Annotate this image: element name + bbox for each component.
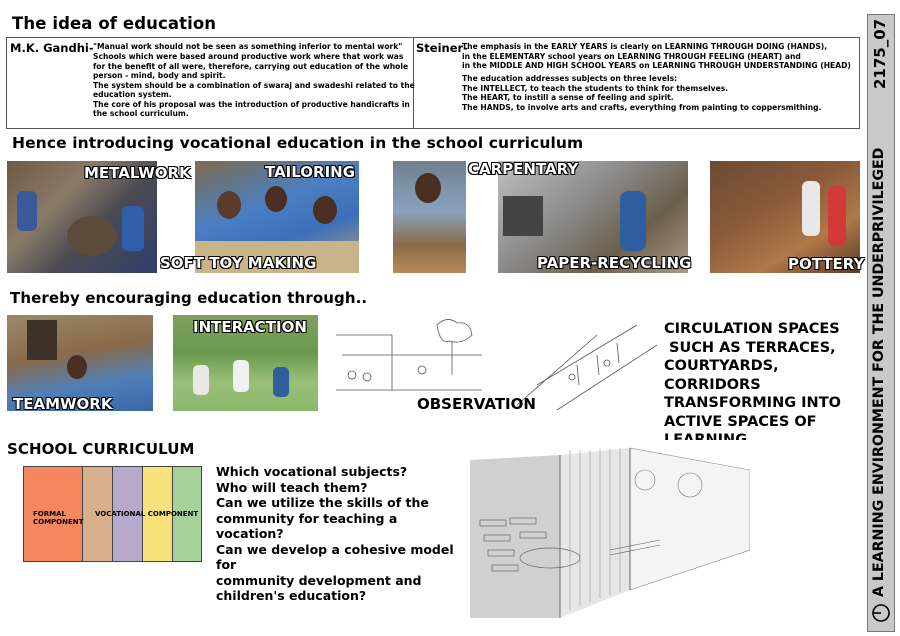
circulation-text: CIRCULATION SPACES SUCH AS TERRACES, COURTYARDS, CORRIDORS TRANSFORMING INTO ACTIVE SPACES OF	[664, 321, 841, 430]
encourage-heading: Thereby encouraging education through..	[10, 289, 368, 307]
label-pottery: POTTERY	[788, 255, 865, 273]
vocational-component-label: VOCATIONAL COMPONENT	[95, 510, 199, 518]
curriculum-questions: Which vocational subjects? Who will teach them? Can we utilize the skills of the community for teaching a vocation? Can we develop a cohesive model for community development and children's education?	[216, 464, 454, 603]
vocational-heading: Hence introducing vocational education in the school curriculum	[12, 134, 584, 152]
steiner-text-2: The education addresses subjects on three levels: The INTELLECT, to teach the students to think for themselves. The HEART, to instill a sense of feeling and spirit. The HANDS, to involve arts and crafts, everything from painting to coppersmithing.	[462, 74, 822, 112]
formal-component-label: FORMAL COMPONENT	[33, 510, 84, 526]
label-tailoring: TAILORING	[265, 163, 356, 181]
label-observation: OBSERVATION	[417, 395, 536, 413]
sidebar-code: 2175_07	[871, 18, 889, 89]
label-metalwork: METALWORK	[84, 164, 191, 182]
corridor-sketch	[517, 315, 660, 411]
gandhi-text: Schools which were based around productive work where that work was for the benefit of all were, therefore, carrying out education of the whole person - mind, body and spirit. The system should be a combination of swaraj and swadeshi related to the education system. The core of his proposal was the introduction of productive handicrafts in the school curriculum.	[93, 52, 415, 118]
label-soft-toy: SOFT TOY MAKING	[160, 254, 317, 272]
label-carpentary: CARPENTARY	[468, 160, 579, 178]
label-interaction: INTERACTION	[193, 318, 307, 336]
quote-box	[6, 37, 860, 129]
curriculum-heading: SCHOOL CURRICULUM	[7, 440, 195, 458]
steiner-name: Steiner-	[416, 41, 468, 55]
page-title: The idea of education	[12, 14, 217, 33]
steiner-text-1: The emphasis in the EARLY YEARS is clearly on LEARNING THROUGH DOING (HANDS), in the ELEMENTARY school years on LEARNING THROUGH FEELING (HEART) and in the MIDDLE AND HIGH SCHOOL YEARS on LEARNING THROUGH UNDERSTANDING (HEAD)	[462, 42, 851, 71]
label-paper-recycling: PAPER-RECYCLING	[537, 254, 692, 272]
carpentary-photo	[393, 161, 466, 273]
label-teamwork: TEAMWORK	[13, 395, 113, 413]
gandhi-name: M.K. Gandhi-	[10, 41, 94, 55]
classroom-perspective-sketch	[470, 440, 750, 618]
sidebar-title: A LEARNING ENVIRONMENT FOR THE UNDERPRIVILEGED	[871, 147, 887, 597]
sidebar	[867, 14, 895, 632]
north-arrow-icon	[871, 603, 891, 623]
gandhi-quote: "Manual work should not be seen as something inferior to mental work"	[93, 42, 403, 51]
